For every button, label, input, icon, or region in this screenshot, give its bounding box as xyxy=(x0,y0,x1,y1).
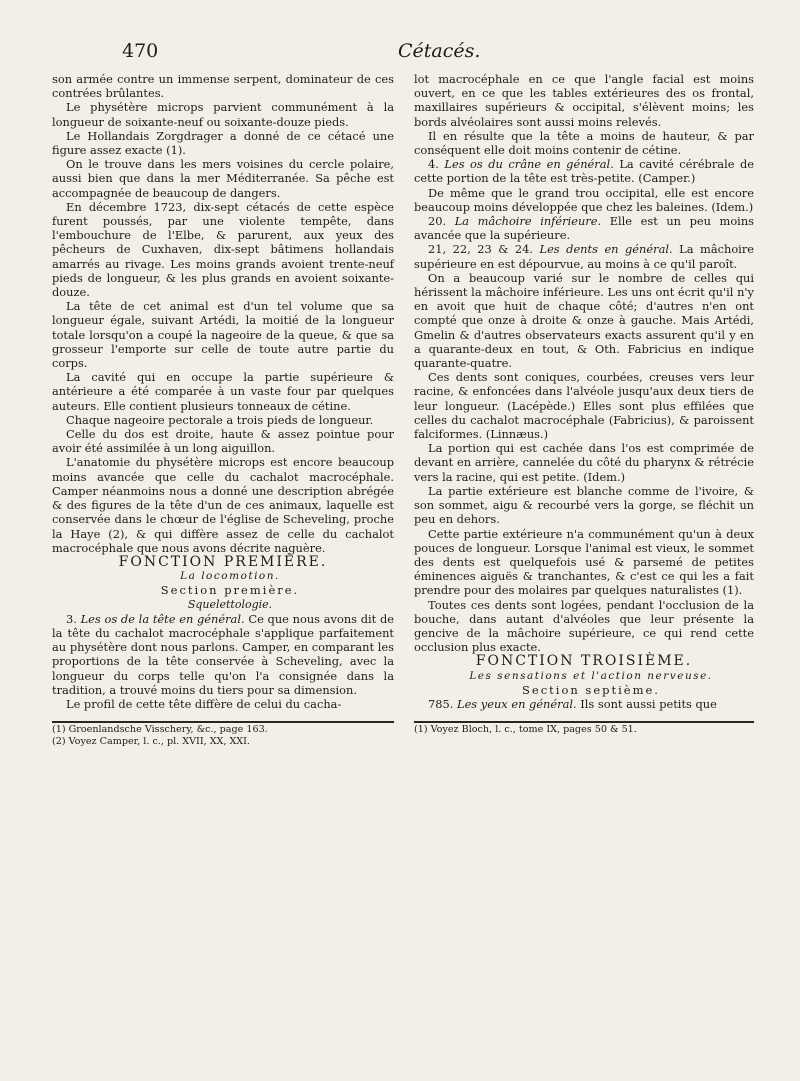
footnote: (1) Groenlandsche Visschery, &c., page 163. xyxy=(52,724,268,736)
section-title: Section septième. xyxy=(522,682,660,697)
paragraph: L'anatomie du physétère microps est encore beaucoup moins avancée que celle du cachalot macrocéphale. Camper néanmoins nous a donné une description abrégée & des figures de la tête d'un de ces animaux, laquelle est conservée dans le chœur de l'église de Scheveling, proche la Haye (2), & qui diffère assez de celle du cachalot macrocéphale que nous avons décrite naguère. xyxy=(52,455,394,555)
paragraph-text: La cavité cérébrale de cette portion de la tête est très-petite. (Camper.) xyxy=(414,157,755,186)
paragraph-number: 785. xyxy=(428,696,454,711)
paragraph-text: La mâchoire supérieure en est dépourvue, au moins à ce qu'il paroît. xyxy=(414,242,755,271)
numbered-paragraph xyxy=(414,214,754,242)
paragraph: son armée contre un immense serpent, dominateur de ces contrées brûlantes. xyxy=(52,72,394,101)
paragraph-title: La mâchoire inférieure. xyxy=(454,214,602,229)
footnote-divider xyxy=(52,721,394,723)
left-column xyxy=(52,72,394,748)
paragraph: Il en résulte que la tête a moins de hauteur, & par conséquent elle doit moins contenir de cétine. xyxy=(414,128,754,158)
numbered-paragraph xyxy=(414,242,754,270)
numbered-paragraph xyxy=(52,612,394,697)
paragraph: En décembre 1723, dix-sept cétacés de cette espèce furent poussés, par une violente tempête, dans l'embouchure de l'Elbe, & parurent, aux yeux des pêcheurs de Cuxhaven, dix-sept bâtimens hollandais amarrés au rivage. Les moins grands avoient trente-neuf pieds de longueur, & les plus grands en avoient soixante-douze. xyxy=(52,199,394,300)
paragraph: Celle du dos est droite, haute & assez pointue pour avoir été assimilée à un long aiguillon. xyxy=(52,427,394,456)
paragraph-number: 21, 22, 23 & 24. xyxy=(428,242,533,257)
footnote: (2) Voyez Camper, l. c., pl. XVII, XX, XXI. xyxy=(52,736,250,748)
paragraph: On le trouve dans les mers voisines du cercle polaire, aussi bien que dans la mer Méditerranée. Sa pêche est accompagnée de beaucoup de dangers. xyxy=(52,157,394,200)
page-number: 470 xyxy=(122,40,159,62)
paragraph-title: Les yeux en général. xyxy=(457,696,577,711)
paragraph: Cette partie extérieure n'a communément qu'un à deux pouces de longueur. Lorsque l'animal est vieux, le sommet des dents est quelquefois usé & parsemé de petites éminences aiguës & tranchantes, & c'est ce qui les a fait prendre pour des molaires par quelques naturalistes (1). xyxy=(414,526,754,598)
paragraph: Chaque nageoire pectorale a trois pieds de longueur. xyxy=(66,412,374,427)
paragraph: lot macrocéphale en ce que l'angle facial est moins ouvert, en ce que les tables extérieures des os frontal, maxillaires supérieurs & occipital, s'élèvent moins; les bords alvéolaires sont aussi moins relevés. xyxy=(414,72,754,129)
subsection-heading: La locomotion. xyxy=(180,570,280,583)
paragraph: La cavité qui en occupe la partie supérieure & antérieure a été comparée à un vaste four par quelques auteurs. Elle contient plusieurs tonneaux de cétine. xyxy=(52,370,394,413)
numbered-paragraph xyxy=(414,157,754,185)
topic-heading: Squelettologie. xyxy=(187,597,273,611)
subsection-heading: Les sensations et l'action nerveuse. xyxy=(469,669,713,682)
running-title: Cétacés. xyxy=(398,40,481,62)
section-heading: FONCTION TROISIÈME. xyxy=(475,653,693,670)
paragraph-text: Ils sont aussi petits que xyxy=(580,696,717,711)
page-header xyxy=(0,40,800,68)
paragraph-text: Elle est un peu moins avancée que la supérieure. xyxy=(414,214,755,243)
paragraph: Le profil de cette tête diffère de celui du cacha- xyxy=(66,696,342,711)
paragraph: Ces dents sont coniques, courbées, creuses vers leur racine, & enfoncées dans l'alvéole jusqu'aux deux tiers de leur longueur. (Lacépède.) Elles sont plus effilées que celles du cachalot macrocéphale (Fabricius), & paroissent falciformes. (Linnæus.) xyxy=(414,370,754,442)
paragraph-number: 20. xyxy=(428,214,447,229)
paragraph: La tête de cet animal est d'un tel volume que sa longueur égale, suivant Artédi, la moitié de la longueur totale lorsqu'on a coupé la nageoire de la queue, & que sa grosseur l'emporte sur celle de toute autre partie du corps. xyxy=(52,299,394,371)
paragraph: De même que le grand trou occipital, elle est encore beaucoup moins développée que chez les baleines. (Idem.) xyxy=(414,185,754,214)
paragraph-title: Les os de la tête en général. xyxy=(80,611,245,626)
paragraph-title: Les dents en général. xyxy=(539,242,673,257)
paragraph: Toutes ces dents sont logées, pendant l'occlusion de la bouche, dans autant d'alvéoles que leur présente la gencive de la mâchoire supérieure, ce qui rend cette occlusion plus exacte. xyxy=(414,597,754,655)
footnote-divider xyxy=(414,721,754,723)
paragraph-title: Les os du crâne en général. xyxy=(444,157,614,172)
paragraph-number: 4. xyxy=(428,157,439,172)
right-column xyxy=(414,72,754,736)
section-title: Section première. xyxy=(160,583,300,598)
paragraph-text: Ce que nous avons dit de la tête du cachalot macrocéphale s'applique parfaitement au physétère dont nous parlons. Camper, en comparant les proportions de la tête conservée à Scheveling, avec la longueur du corps telle qu'on l'a consignée dans la tradition, a trouvé moins du tiers pour sa dimension. xyxy=(52,611,395,697)
paragraph: Le Hollandais Zorgdrager a donné de ce cétacé une figure assez exacte (1). xyxy=(52,128,394,158)
paragraph: La portion qui est cachée dans l'os est comprimée de devant en arrière, cannelée du côté du pharynx & rétrécie vers la racine, qui est petite. (Idem.) xyxy=(414,441,754,484)
section-heading: FONCTION PREMIÈRE. xyxy=(118,553,328,570)
footnote: (1) Voyez Bloch, l. c., tome IX, pages 50 & 51. xyxy=(414,724,637,736)
numbered-paragraph xyxy=(414,697,754,711)
paragraph: La partie extérieure est blanche comme de l'ivoire, & son sommet, aigu & recourbé vers la gorge, se fléchit un peu en dehors. xyxy=(414,483,754,527)
paragraph: On a beaucoup varié sur le nombre de celles qui hérissent la mâchoire inférieure. Les uns ont écrit qu'il n'y en avoit que huit de chaque côté; d'autres n'en ont compté que onze à droite & onze à gauche. Mais Artédi, Gmelin & d'autres observateurs exacts assurent qu'il y en a quarante-deux en tout, & Oth. Fabricius en indique quarante-quatre. xyxy=(414,270,754,371)
paragraph: Le physétère microps parvient communément à la longueur de soixante-neuf ou soixante-douze pieds. xyxy=(52,100,394,129)
paragraph-number: 3. xyxy=(66,611,77,626)
